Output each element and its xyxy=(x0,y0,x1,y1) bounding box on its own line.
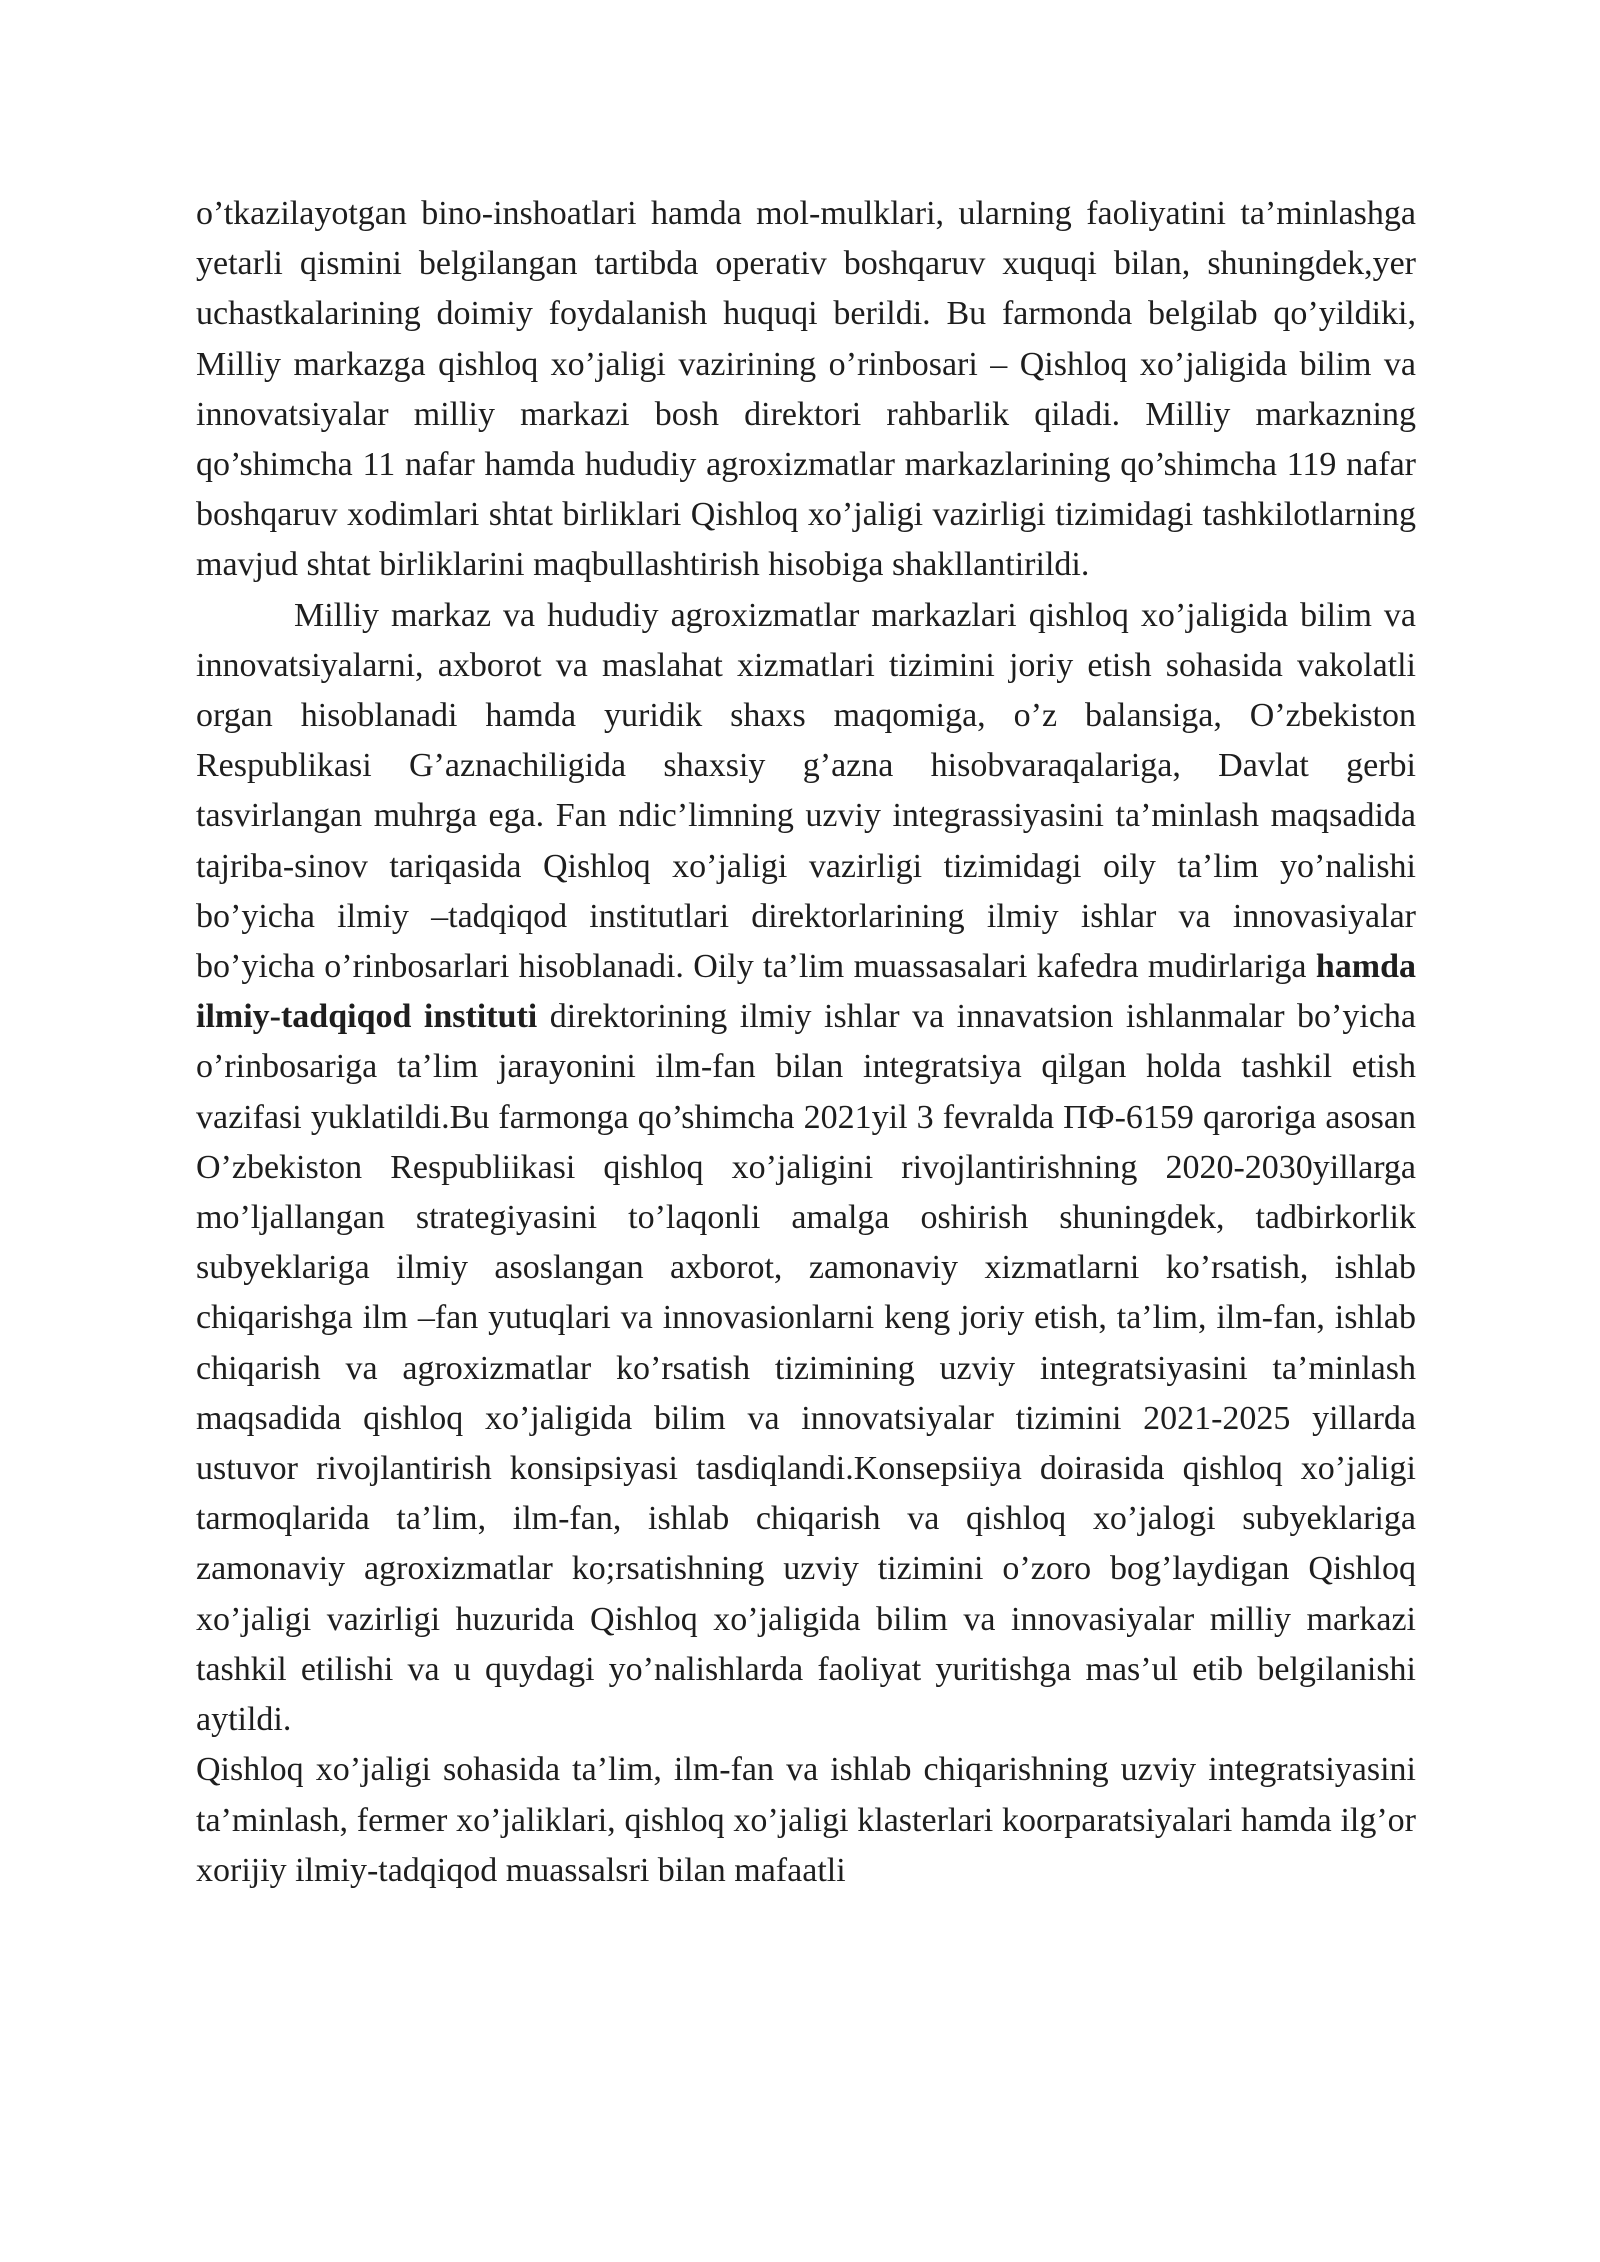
paragraph-2 xyxy=(196,591,1416,1746)
paragraph-3: Qishloq xo’jaligi sohasida ta’lim, ilm-fan va ishlab chiqarishning uzviy integratsiyasini ta’minlash, fermer xo’jaliklari, qishloq xo’jaligi klasterlari koorparatsiyalari hamda ilg’or xorijiy ilmiy-tadqiqod muassalsri bilan mafaatli xyxy=(196,1751,1416,1889)
paragraph-2-text-start: Milliy markaz va hududiy agroxizmatlar markazlari qishloq xo’jaligida bilim va innovatsiyalarni, axborot va maslahat xizmatlari tizimini joriy etish sohasida vakolatli organ hisoblanadi hamda yuridik shaxs maqomiga, o’z balansiga, O’zbekiston Respublikasi G’aznachiligida shaxsiy g’azna hisobvaraqalariga, Davlat gerbi tasvirlangan muhrga ega. Fan ndic’limning uzviy integrassiyasini ta’minlash maqsadida tajriba-sinov tariqasida Qishloq xo’jaligi vazirligi tizimidagi oily ta’lim yo’nalishi bo’yicha ilmiy –tadqiqod institutlari direktorlarining ilmiy ishlar va innovasiyalar bo’yicha o’rinbosarlari hisoblanadi. Oily ta’lim muassasalari kafedra mudirlariga xyxy=(196,596,1416,986)
paragraph-1: o’tkazilayotgan bino-inshoatlari hamda mol-mulklari, ularning faoliyatini ta’minlashga yetarli qismini belgilangan tartibda operativ boshqaruv xuquqi bilan, shuningdek,yer uchastkalarining doimiy foydalanish huquqi berildi. Bu farmonda belgilab qo’yildiki, Milliy markazga qishloq xo’jaligi vazirining o’rinbosari – Qishloq xo’jaligida bilim va innovatsiyalar milliy markazi bosh direktori rahbarlik qiladi. Milliy markazning qo’shimcha 11 nafar hamda hududiy agroxizmatlar markazlarining qo’shimcha 119 nafar boshqaruv xodimlari shtat birliklari Qishloq xo’jaligi vazirligi tizimidagi tashkilotlarning mavjud shtat birliklarini maqbullashtirish hisobiga shakllantirildi. xyxy=(196,195,1416,584)
paragraph-2-text-end: direktorining ilmiy ishlar va innavatsion ishlanmalar bo’yicha o’rinbosariga ta’lim jarayonini ilm-fan bilan integratsiya qilgan holda tashkil etish vazifasi yuklatildi.Bu farmonga qo’shimcha 2021yil 3 fevralda ПФ-6159 qaroriga asosan O’zbekiston Respubliikasi qishloq xo’jaligini rivojlantirishning 2020-2030yillarga mo’ljallangan strategiyasini to’laqonli amalga oshirish shuningdek, tadbirkorlik subyeklariga ilmiy asoslangan axborot, zamonaviy xizmatlarni ko’rsatish, ishlab chiqarishga ilm –fan yutuqlari va innovasionlarni keng joriy etish, ta’lim, ilm-fan, ishlab chiqarish va agroxizmatlar ko’rsatish tizimining uzviy integratsiyasini ta’minlash maqsadida qishloq xo’jaligida bilim va innovatsiyalar tizimini 2021-2025 yillarda ustuvor rivojlantirish konsipsiyasi tasdiqlandi.Konsepsiiya doirasida qishloq xo’jaligi tarmoqlarida ta’lim, ilm-fan, ishlab chiqarish va qishloq xo’jalogi subyeklariga zamonaviy agroxizmatlar ko;rsatishning uzviy tizimini o’zoro bog’laydigan Qishloq xo’jaligi vazirligi huzurida Qishloq xo’jaligida bilim va innovasiyalar milliy markazi tashkil etilishi va u quydagi yo’nalishlarda faoliyat yuritishga mas’ul etib belgilanishi aytildi. xyxy=(196,998,1416,1739)
paragraph-2-bold-text: hamda ilmiy-tadqiqod instituti xyxy=(196,948,1416,1036)
document-page xyxy=(196,189,1416,1896)
